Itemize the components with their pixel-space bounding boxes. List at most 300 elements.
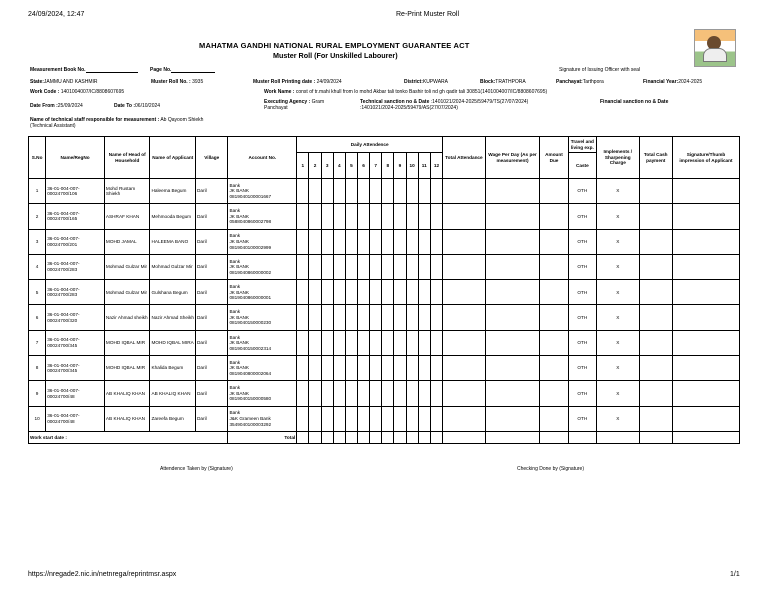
- cell-day-9: [394, 330, 406, 355]
- cell-day-10: [406, 406, 418, 431]
- cell-day-7: [370, 254, 382, 279]
- cell-day-4: [333, 204, 345, 229]
- printing-date-value: 24/09/2024: [316, 79, 342, 85]
- work-code-value: 1401004007/IC/8808607695: [60, 89, 125, 95]
- cell-day-8: [382, 406, 394, 431]
- cell-account: [228, 305, 297, 330]
- cell-cash-payment: [639, 229, 672, 254]
- cell-day-2: [309, 204, 321, 229]
- day-12: 12: [430, 153, 442, 179]
- cell-head-of-household: Mohd Rustam Shiekh: [104, 179, 150, 204]
- cell-day-7: [370, 179, 382, 204]
- account-bank: J&K Grameen Bank: [229, 416, 271, 422]
- total-label: Total: [228, 431, 297, 443]
- cell-day-5: [345, 179, 357, 204]
- cell-day-3: [321, 229, 333, 254]
- cell-day-11: [418, 305, 430, 330]
- cell-total-attendance: [443, 330, 486, 355]
- cell-signature: [672, 204, 739, 229]
- cell-caste: OTH: [568, 280, 596, 305]
- cell-day-9: [394, 229, 406, 254]
- col-head: Name of Head of Household: [104, 137, 150, 179]
- state-field: State:JAMMU AND KASHMIR: [30, 79, 98, 85]
- cell-day-4: [333, 280, 345, 305]
- account-bank: JK BANK: [229, 289, 249, 295]
- account-acc: 0819040800002064: [229, 371, 272, 377]
- cell-day-11: [418, 280, 430, 305]
- cell-day-7: [370, 280, 382, 305]
- cell-account: [228, 406, 297, 431]
- work-start-date: Work start date :: [29, 431, 228, 443]
- account-bank: JK BANK: [229, 390, 249, 396]
- cell-day-9: [394, 356, 406, 381]
- muster-roll-no-field: Muster Roll No. : 3935: [151, 79, 204, 85]
- cell-day-12: [430, 406, 442, 431]
- cell-day-1: [297, 254, 309, 279]
- tech-sanction-value: :1401021/2024-2025/59479/TS(27/07/2024): [430, 99, 529, 105]
- account-bank: JK BANK: [229, 188, 249, 194]
- cell-wage: [485, 280, 540, 305]
- cell-account: [228, 280, 297, 305]
- date-from-field: Date From :25/09/2024: [30, 103, 83, 109]
- account-acc-type: Bank: [229, 410, 241, 416]
- col-applicant: Name of Applicant: [150, 137, 196, 179]
- account-acc: 0588040860002798: [229, 219, 272, 225]
- cell-reg-no: 36-01-004-007-00024700/283: [46, 280, 105, 305]
- cell-day-1: [297, 204, 309, 229]
- cell-wage: [485, 356, 540, 381]
- col-daily-attendance: Daily Attendence: [297, 137, 443, 153]
- cell-day-1: [297, 330, 309, 355]
- cell-account: [228, 254, 297, 279]
- cell-account: [228, 229, 297, 254]
- day-2: 2: [309, 153, 321, 179]
- cell-sno: 9: [29, 381, 46, 406]
- cell-signature: [672, 179, 739, 204]
- account-acc-type: Bank: [229, 233, 241, 239]
- table-row: [29, 179, 740, 204]
- cell-total-attendance: [443, 179, 486, 204]
- cell-day-10: [406, 330, 418, 355]
- account-acc: 0819040150000230: [229, 320, 272, 326]
- district-value: KUPWARA: [422, 79, 449, 85]
- cell-head-of-household: AB KHALIQ KHAN: [104, 406, 150, 431]
- cell-head-of-household: Mohmad Gulzar Mir: [104, 280, 150, 305]
- cell-implements: X: [597, 356, 640, 381]
- cell-head-of-household: AB KHALIQ KHAN: [104, 381, 150, 406]
- cell-day-9: [394, 381, 406, 406]
- cell-implements: X: [597, 381, 640, 406]
- cell-amount-due: [540, 330, 568, 355]
- date-to-field: Date To :06/10/2024: [114, 103, 161, 109]
- measurement-book-field: [30, 67, 138, 73]
- cell-day-4: [333, 356, 345, 381]
- cell-applicant: Mehmooda Begum: [150, 204, 196, 229]
- cell-day-10: [406, 229, 418, 254]
- cell-day-12: [430, 381, 442, 406]
- cell-day-10: [406, 254, 418, 279]
- cell-head-of-household: MOHD JAMAL: [104, 229, 150, 254]
- cell-day-11: [418, 330, 430, 355]
- day-11: 11: [418, 153, 430, 179]
- cell-day-12: [430, 229, 442, 254]
- cell-day-8: [382, 229, 394, 254]
- cell-day-8: [382, 330, 394, 355]
- exec-agency-field: Executing Agency : Gram Panchayat: [264, 99, 325, 111]
- day-6: 6: [357, 153, 369, 179]
- cell-day-2: [309, 406, 321, 431]
- cell-sno: 4: [29, 254, 46, 279]
- tech-staff-role: (Technical Assistant): [30, 123, 76, 129]
- cell-village: Daril: [196, 406, 228, 431]
- cell-head-of-household: Mohmad Gulzar Mir: [104, 254, 150, 279]
- print-page-title: Re-Print Muster Roll: [396, 11, 460, 18]
- cell-account: [228, 330, 297, 355]
- cell-applicant: Khalida Begum: [150, 356, 196, 381]
- cell-signature: [672, 330, 739, 355]
- cell-day-7: [370, 330, 382, 355]
- cell-sno: 10: [29, 406, 46, 431]
- cell-day-4: [333, 330, 345, 355]
- cell-day-12: [430, 280, 442, 305]
- cell-day-7: [370, 229, 382, 254]
- account-acc: 0819040100001667: [229, 193, 272, 199]
- cell-reg-no: 36-01-004-007-00024700/345: [46, 330, 105, 355]
- cell-implements: X: [597, 254, 640, 279]
- cell-day-2: [309, 229, 321, 254]
- doc-title: MAHATMA GANDHI NATIONAL RURAL EMPLOYMENT GUARANTEE ACT: [199, 41, 470, 50]
- cell-day-6: [357, 229, 369, 254]
- cell-caste: OTH: [568, 254, 596, 279]
- cell-day-10: [406, 381, 418, 406]
- cell-applicant: Gulshana Begum: [150, 280, 196, 305]
- col-implements: Implements / Sharpening Charge: [597, 137, 640, 179]
- cell-day-6: [357, 254, 369, 279]
- exec-agency-value: Gram: [311, 99, 325, 105]
- cell-signature: [672, 305, 739, 330]
- cell-amount-due: [540, 280, 568, 305]
- print-page-count: 1/1: [730, 571, 740, 578]
- cell-account: [228, 381, 297, 406]
- cell-caste: OTH: [568, 179, 596, 204]
- day-10: 10: [406, 153, 418, 179]
- cell-day-9: [394, 254, 406, 279]
- cell-applicant: MOHD IQBAL MIRA: [150, 330, 196, 355]
- muster-roll-table: [28, 136, 740, 444]
- cell-day-12: [430, 254, 442, 279]
- cell-day-9: [394, 305, 406, 330]
- day-4: 4: [333, 153, 345, 179]
- cell-day-5: [345, 305, 357, 330]
- day-5: 5: [345, 153, 357, 179]
- cell-day-3: [321, 179, 333, 204]
- cell-day-1: [297, 229, 309, 254]
- account-acc: 0819040150000580: [229, 396, 272, 402]
- cell-wage: [485, 204, 540, 229]
- cell-cash-payment: [639, 330, 672, 355]
- cell-day-11: [418, 254, 430, 279]
- cell-day-3: [321, 330, 333, 355]
- cell-day-5: [345, 280, 357, 305]
- account-acc-type: Bank: [229, 182, 241, 188]
- account-bank: JK BANK: [229, 340, 249, 346]
- cell-signature: [672, 280, 739, 305]
- cell-total-attendance: [443, 254, 486, 279]
- cell-wage: [485, 305, 540, 330]
- cell-day-5: [345, 406, 357, 431]
- cell-day-11: [418, 229, 430, 254]
- cell-applicant: Nazir Ahmad Sheikh: [150, 305, 196, 330]
- cell-caste: OTH: [568, 229, 596, 254]
- cell-signature: [672, 254, 739, 279]
- cell-reg-no: 36-01-004-007-00024700/345: [46, 356, 105, 381]
- cell-wage: [485, 254, 540, 279]
- cell-signature: [672, 356, 739, 381]
- table-row: [29, 204, 740, 229]
- cell-amount-due: [540, 254, 568, 279]
- cell-day-9: [394, 280, 406, 305]
- cell-amount-due: [540, 179, 568, 204]
- cell-day-2: [309, 381, 321, 406]
- cell-day-5: [345, 356, 357, 381]
- cell-total-attendance: [443, 204, 486, 229]
- cell-day-5: [345, 330, 357, 355]
- cell-day-5: [345, 204, 357, 229]
- table-row: [29, 254, 740, 279]
- day-9: 9: [394, 153, 406, 179]
- cell-head-of-household: ASHRAF KHAN: [104, 204, 150, 229]
- cell-applicant: HALEEMA BANO: [150, 229, 196, 254]
- cell-cash-payment: [639, 179, 672, 204]
- work-name-value: const of tr.mahi khull from lo mohd Akbar tali tonko Bashir toli nd gh qadir tali 30851(1401004007/IC/8808607695): [295, 89, 548, 95]
- cell-reg-no: 36-01-004-007-00024700/201: [46, 229, 105, 254]
- cell-day-7: [370, 406, 382, 431]
- cell-total-attendance: [443, 356, 486, 381]
- date-to-value: 06/10/2024: [135, 103, 161, 109]
- date-from-value: 25/09/2024: [57, 103, 83, 109]
- cell-implements: X: [597, 229, 640, 254]
- cell-day-5: [345, 254, 357, 279]
- cell-village: Daril: [196, 305, 228, 330]
- cell-day-4: [333, 406, 345, 431]
- cell-day-8: [382, 356, 394, 381]
- panchayat-value: Tarthpora: [582, 79, 604, 85]
- cell-cash-payment: [639, 204, 672, 229]
- account-acc-type: Bank: [229, 385, 241, 391]
- cell-day-6: [357, 204, 369, 229]
- day-1: 1: [297, 153, 309, 179]
- cell-wage: [485, 406, 540, 431]
- cell-day-1: [297, 381, 309, 406]
- cell-total-attendance: [443, 305, 486, 330]
- attendance-taken-by: Attendence Taken by (Signature): [160, 466, 233, 472]
- col-total-attendance: Total Attendance: [443, 137, 486, 179]
- cell-day-9: [394, 204, 406, 229]
- cell-day-3: [321, 254, 333, 279]
- cell-cash-payment: [639, 280, 672, 305]
- print-url: https://nregade2.nic.in/netnrega/reprintmsr.aspx: [28, 571, 177, 578]
- col-caste: Caste: [568, 153, 596, 179]
- financial-year-field: Financial Year:2024-2025: [643, 79, 703, 85]
- account-acc: 0819040860000001: [229, 295, 272, 301]
- cell-day-6: [357, 280, 369, 305]
- work-name-field: Work Name : const of tr.mahi khull from lo mohd Akbar tali tonko Bashir toli nd gh qadir tali 30851(1401004007/IC/8808607695): [264, 89, 548, 95]
- cell-amount-due: [540, 356, 568, 381]
- cell-wage: [485, 229, 540, 254]
- cell-day-2: [309, 280, 321, 305]
- cell-day-2: [309, 254, 321, 279]
- cell-day-11: [418, 204, 430, 229]
- tech-sanction-field: Technical sanction no & Date :1401021/2024-2025/59479/TS(27/07/2024) :1401021/2024-2025/59479/AS(27/07/2024): [360, 99, 529, 111]
- cell-day-4: [333, 254, 345, 279]
- cell-day-6: [357, 305, 369, 330]
- cell-day-11: [418, 179, 430, 204]
- account-bank: JK BANK: [229, 238, 249, 244]
- cell-day-8: [382, 254, 394, 279]
- cell-day-8: [382, 179, 394, 204]
- cell-applicant: Zareefa Begum: [150, 406, 196, 431]
- cell-wage: [485, 381, 540, 406]
- cell-implements: X: [597, 406, 640, 431]
- col-amount-due: Amount Due: [540, 137, 568, 179]
- col-signature: Signature/Thumb impression of Applicant: [672, 137, 739, 179]
- mgnrega-logo: [694, 29, 736, 67]
- fin-sanction-field: Financial sanction no & Date: [600, 99, 669, 105]
- table-row: [29, 406, 740, 431]
- cell-wage: [485, 179, 540, 204]
- cell-amount-due: [540, 406, 568, 431]
- cell-account: [228, 179, 297, 204]
- cell-amount-due: [540, 305, 568, 330]
- account-bank: JK BANK: [229, 264, 249, 270]
- block-field: Block:TRATHPORA: [480, 79, 526, 85]
- cell-day-1: [297, 406, 309, 431]
- fin-sanction-value: :1401021/2024-2025/59479/AS(27/07/2024): [360, 105, 458, 111]
- col-cash: Total Cash payment: [639, 137, 672, 179]
- account-acc: 0819040100002999: [229, 244, 272, 250]
- district-field: District:KUPWARA: [404, 79, 449, 85]
- cell-village: Daril: [196, 204, 228, 229]
- cell-day-6: [357, 381, 369, 406]
- cell-day-12: [430, 204, 442, 229]
- cell-day-11: [418, 406, 430, 431]
- cell-total-attendance: [443, 406, 486, 431]
- cell-day-7: [370, 204, 382, 229]
- cell-day-3: [321, 204, 333, 229]
- cell-implements: X: [597, 305, 640, 330]
- cell-reg-no: 36-01-004-007-00024700/106: [46, 179, 105, 204]
- cell-sno: 3: [29, 229, 46, 254]
- cell-day-4: [333, 179, 345, 204]
- cell-applicant: Mohmad Gulzar Mir: [150, 254, 196, 279]
- cell-caste: OTH: [568, 204, 596, 229]
- cell-village: Daril: [196, 280, 228, 305]
- cell-day-9: [394, 179, 406, 204]
- cell-day-10: [406, 280, 418, 305]
- cell-day-11: [418, 356, 430, 381]
- cell-cash-payment: [639, 381, 672, 406]
- cell-day-4: [333, 305, 345, 330]
- day-8: 8: [382, 153, 394, 179]
- cell-day-7: [370, 305, 382, 330]
- cell-day-10: [406, 179, 418, 204]
- account-acc-type: Bank: [229, 334, 241, 340]
- cell-head-of-household: Nazir Ahmad sheikh: [104, 305, 150, 330]
- tech-staff-name: Ab Qayoom Shiekh: [160, 117, 204, 123]
- print-datetime: 24/09/2024, 12:47: [28, 11, 85, 18]
- account-acc: 3549040100003292: [229, 421, 272, 427]
- cell-day-8: [382, 305, 394, 330]
- cell-day-12: [430, 179, 442, 204]
- exec-agency-value-2: Panchayat: [264, 105, 288, 111]
- cell-day-2: [309, 179, 321, 204]
- muster-roll-no-value: 3935: [192, 79, 204, 85]
- cell-day-3: [321, 356, 333, 381]
- account-acc: 0819040860000002: [229, 269, 272, 275]
- cell-day-5: [345, 229, 357, 254]
- cell-cash-payment: [639, 254, 672, 279]
- cell-day-2: [309, 305, 321, 330]
- cell-day-2: [309, 356, 321, 381]
- cell-cash-payment: [639, 305, 672, 330]
- table-row: [29, 305, 740, 330]
- doc-subtitle: Muster Roll (For Unskilled Labourer): [273, 51, 398, 60]
- cell-implements: X: [597, 330, 640, 355]
- work-code-field: Work Code : 1401004007/IC/8808607695: [30, 89, 125, 95]
- day-7: 7: [370, 153, 382, 179]
- cell-sno: 7: [29, 330, 46, 355]
- cell-amount-due: [540, 381, 568, 406]
- cell-signature: [672, 229, 739, 254]
- cell-caste: OTH: [568, 406, 596, 431]
- account-acc-type: Bank: [229, 258, 241, 264]
- cell-day-4: [333, 229, 345, 254]
- col-village: Village: [196, 137, 228, 179]
- col-name-reg: Name/RegNo: [46, 137, 105, 179]
- account-acc-type: Bank: [229, 283, 241, 289]
- cell-head-of-household: MOHD IQBAL MIR: [104, 330, 150, 355]
- financial-year-value: 2024-2025: [678, 79, 703, 85]
- cell-applicant: Haleema Begum: [150, 179, 196, 204]
- cell-sno: 5: [29, 280, 46, 305]
- cell-day-12: [430, 330, 442, 355]
- cell-day-10: [406, 204, 418, 229]
- cell-village: Daril: [196, 229, 228, 254]
- cell-amount-due: [540, 204, 568, 229]
- cell-day-1: [297, 305, 309, 330]
- cell-day-6: [357, 330, 369, 355]
- account-bank: JK BANK: [229, 213, 249, 219]
- cell-sno: 6: [29, 305, 46, 330]
- cell-day-1: [297, 280, 309, 305]
- cell-day-6: [357, 406, 369, 431]
- cell-village: Daril: [196, 254, 228, 279]
- col-sno: S.No: [29, 137, 46, 179]
- cell-day-10: [406, 356, 418, 381]
- state-value: JAMMU AND KASHMIR: [43, 79, 98, 85]
- cell-day-8: [382, 204, 394, 229]
- account-bank: JK BANK: [229, 365, 249, 371]
- measurement-book-label: Measurement Book No.: [30, 67, 86, 73]
- col-account: Account No.: [228, 137, 297, 179]
- printing-date-field: Muster Roll Printing date : 24/09/2024: [253, 79, 342, 85]
- checking-done-by: Checking Done by (Signature): [517, 466, 584, 472]
- table-row: [29, 280, 740, 305]
- account-bank: JK BANK: [229, 314, 249, 320]
- cell-total-attendance: [443, 229, 486, 254]
- cell-wage: [485, 330, 540, 355]
- page-no-label: Page No.: [150, 67, 172, 73]
